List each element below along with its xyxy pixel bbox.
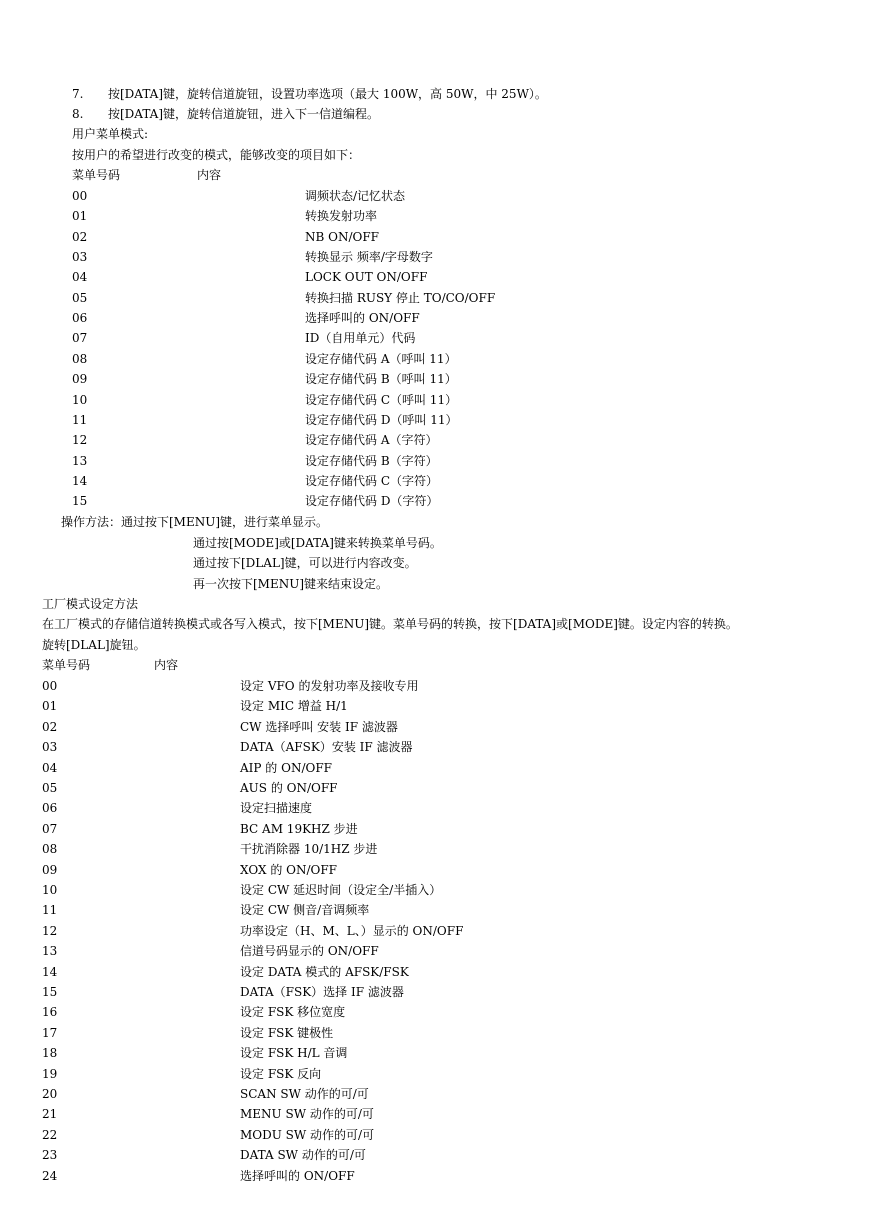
menu-description: 设定存储代码 A（字符） xyxy=(305,433,438,448)
menu-description: 设定存储代码 D（字符） xyxy=(305,494,439,509)
menu-description: 设定扫描速度 xyxy=(240,801,313,816)
menu-description: 设定 FSK 移位宽度 xyxy=(240,1005,346,1020)
operation-method: 操作方法：通过按下[MENU]键，进行菜单显示。 xyxy=(61,515,329,529)
menu-description: 功率设定（H、M、L、）显示的 ON/OFF xyxy=(240,923,464,938)
user-menu-intro: 按用户的希望进行改变的模式，能够改变的项目如下： xyxy=(72,148,361,162)
step-text: 按[DATA]键，旋转信道旋钮，进入下一信道编程。 xyxy=(108,107,380,121)
menu-code: 06 xyxy=(42,801,58,816)
menu-description: XOX 的 ON/OFF xyxy=(240,862,338,877)
menu-code: 16 xyxy=(42,1005,58,1020)
menu-code: 01 xyxy=(72,209,88,224)
user-menu-title: 用户菜单模式: xyxy=(72,127,149,141)
menu-description: DATA SW 动作的可/可 xyxy=(240,1148,366,1163)
menu-code: 04 xyxy=(42,760,58,775)
menu-code: 05 xyxy=(42,781,58,795)
factory-menu-header-code: 菜单号码 xyxy=(42,658,91,672)
menu-description: MENU SW 动作的可/可 xyxy=(240,1107,374,1122)
menu-code: 07 xyxy=(42,821,58,836)
menu-code: 14 xyxy=(72,473,88,488)
menu-description: AUS 的 ON/OFF xyxy=(240,781,338,795)
menu-description: 设定 MIC 增益 H/1 xyxy=(240,699,348,714)
menu-code: 15 xyxy=(42,985,58,999)
menu-description: 设定 FSK 键极性 xyxy=(240,1025,334,1040)
menu-code: 00 xyxy=(72,189,88,203)
menu-code: 07 xyxy=(72,331,88,346)
menu-description: 信道号码显示的 ON/OFF xyxy=(240,944,379,959)
menu-description: SCAN SW 动作的可/可 xyxy=(240,1087,369,1101)
menu-code: 14 xyxy=(42,964,58,979)
menu-code: 18 xyxy=(42,1046,58,1061)
step-text: 按[DATA]键，旋转信道旋钮，设置功率选项（最大 100W，高 50W，中 25W）。 xyxy=(108,87,547,101)
menu-description: 干扰消除器 10/1HZ 步进 xyxy=(240,842,378,857)
operation-step: 通过按下[DLAL]键，可以进行内容改变。 xyxy=(193,556,417,570)
menu-description: DATA（AFSK）安装 IF 滤波器 xyxy=(240,740,413,755)
menu-description: DATA（FSK）选择 IF 滤波器 xyxy=(240,985,404,999)
menu-description: 调频状态/记忆状态 xyxy=(305,189,406,203)
menu-description: ID（自用单元）代码 xyxy=(305,331,416,346)
menu-description: 转换显示 频率/字母数字 xyxy=(305,250,433,265)
menu-description: 设定 FSK 反向 xyxy=(240,1066,322,1081)
menu-code: 11 xyxy=(42,903,58,918)
menu-code: 09 xyxy=(42,862,58,877)
menu-description: 设定存储代码 C（呼叫 11） xyxy=(305,392,458,407)
menu-code: 15 xyxy=(72,494,88,509)
menu-description: 设定 CW 延迟时间（设定全/半插入） xyxy=(240,883,442,897)
menu-code: 21 xyxy=(42,1107,58,1122)
menu-code: 24 xyxy=(42,1168,58,1183)
menu-description: BC AM 19KHZ 步进 xyxy=(240,821,358,836)
factory-menu-header-content: 内容 xyxy=(154,658,179,672)
menu-description: 设定存储代码 D（呼叫 11） xyxy=(305,412,458,427)
menu-description: 设定存储代码 C（字符） xyxy=(305,473,438,488)
menu-code: 08 xyxy=(72,351,88,366)
menu-code: 03 xyxy=(72,250,88,265)
menu-code: 03 xyxy=(42,740,58,755)
menu-description: CW 选择呼叫 安装 IF 滤波器 xyxy=(240,719,398,734)
factory-menu-title: 工厂模式设定方法 xyxy=(42,597,139,611)
factory-menu-intro: 在工厂模式的存储信道转换模式或各写入模式，按下[MENU]键。菜单号码的转换，按下[DATA]或[MODE]键。设定内容的转换。 xyxy=(42,617,738,631)
factory-menu-intro-continued: 旋转[DLAL]旋钮。 xyxy=(42,638,146,652)
menu-code: 09 xyxy=(72,372,88,387)
menu-description: MODU SW 动作的可/可 xyxy=(240,1127,375,1142)
menu-code: 12 xyxy=(72,433,88,448)
menu-code: 20 xyxy=(42,1087,58,1101)
menu-code: 13 xyxy=(42,944,58,959)
menu-description: NB ON/OFF xyxy=(305,229,380,244)
menu-code: 05 xyxy=(72,290,88,305)
menu-code: 00 xyxy=(42,679,58,693)
menu-description: 设定存储代码 A（呼叫 11） xyxy=(305,351,457,366)
menu-code: 19 xyxy=(42,1066,58,1081)
menu-code: 10 xyxy=(42,883,58,897)
menu-description: 选择呼叫的 ON/OFF xyxy=(305,311,420,326)
step-number: 8. xyxy=(72,107,84,121)
menu-code: 02 xyxy=(42,719,58,734)
menu-description: 选择呼叫的 ON/OFF xyxy=(240,1168,355,1183)
operation-step: 再一次按下[MENU]键来结束设定。 xyxy=(193,577,389,591)
menu-code: 01 xyxy=(42,699,58,714)
menu-description: 设定 FSK H/L 音调 xyxy=(240,1046,348,1061)
menu-code: 10 xyxy=(72,392,88,407)
menu-code: 22 xyxy=(42,1127,58,1142)
menu-description: 设定存储代码 B（呼叫 11） xyxy=(305,372,457,387)
user-menu-header-content: 内容 xyxy=(197,168,222,182)
menu-code: 23 xyxy=(42,1148,58,1163)
step-item xyxy=(72,84,547,104)
menu-code: 13 xyxy=(72,453,88,468)
menu-code: 11 xyxy=(72,412,88,427)
menu-description: 设定 VFO 的发射功率及接收专用 xyxy=(240,679,419,693)
user-menu-header-code: 菜单号码 xyxy=(72,168,121,182)
step-number: 7. xyxy=(72,87,84,101)
menu-code: 02 xyxy=(72,229,88,244)
menu-code: 17 xyxy=(42,1025,58,1040)
menu-code: 08 xyxy=(42,842,58,857)
menu-code: 04 xyxy=(72,270,88,285)
menu-description: LOCK OUT ON/OFF xyxy=(305,270,428,285)
menu-description: 转换发射功率 xyxy=(305,209,378,224)
menu-description: AIP 的 ON/OFF xyxy=(240,760,332,775)
menu-description: 设定 CW 侧音/音调频率 xyxy=(240,903,370,918)
menu-description: 转换扫描 RUSY 停止 TO/CO/OFF xyxy=(305,290,496,305)
step-item xyxy=(72,104,379,124)
menu-code: 12 xyxy=(42,923,58,938)
menu-description: 设定 DATA 模式的 AFSK/FSK xyxy=(240,964,409,979)
menu-code: 06 xyxy=(72,311,88,326)
operation-step: 通过按[MODE]或[DATA]键来转换菜单号码。 xyxy=(193,536,442,550)
menu-description: 设定存储代码 B（字符） xyxy=(305,453,438,468)
